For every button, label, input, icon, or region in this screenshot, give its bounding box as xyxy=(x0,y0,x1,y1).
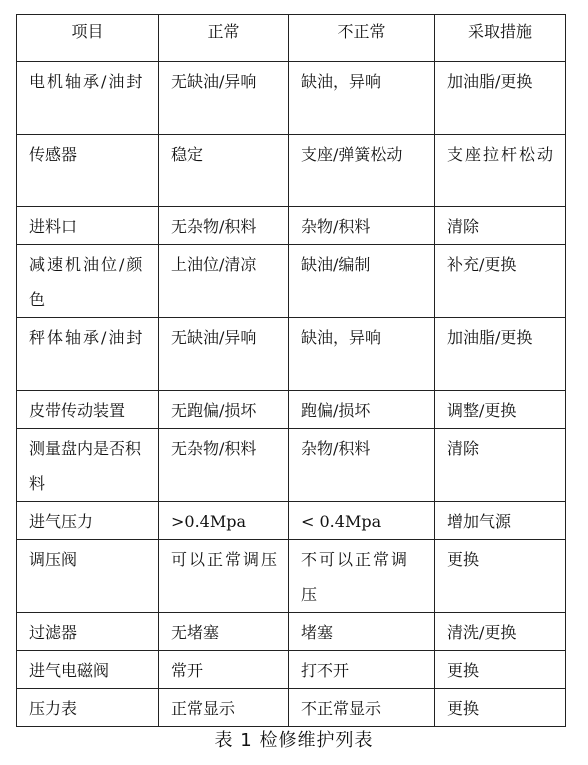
cell-action: 清除 xyxy=(435,429,566,502)
table-caption: 表 1 检修维护列表 xyxy=(214,730,374,751)
cell-action: 更换 xyxy=(435,689,566,727)
cell-abnormal: 不正常显示 xyxy=(289,689,435,727)
cell-item: 传感器 xyxy=(17,135,159,207)
header-item: 项目 xyxy=(17,15,159,62)
cell-normal: 无杂物/积料 xyxy=(159,207,289,245)
maintenance-table xyxy=(16,14,566,727)
cell-normal: 无杂物/积料 xyxy=(159,429,289,502)
header-normal: 正常 xyxy=(159,15,289,62)
cell-normal: 正常显示 xyxy=(159,689,289,727)
cell-item: 压力表 xyxy=(17,689,159,727)
cell-item: 过滤器 xyxy=(17,613,159,651)
cell-normal: >0.4Mpa xyxy=(159,502,289,540)
cell-action: 支座拉杆松动 xyxy=(435,135,566,207)
cell-abnormal: 堵塞 xyxy=(289,613,435,651)
table-row xyxy=(17,318,566,391)
cell-item: 减速机油位/颜色 xyxy=(17,245,159,318)
cell-normal: 无跑偏/损坏 xyxy=(159,391,289,429)
cell-item: 调压阀 xyxy=(17,540,159,613)
cell-abnormal: < 0.4Mpa xyxy=(289,502,435,540)
cell-item: 进料口 xyxy=(17,207,159,245)
cell-action: 清洗/更换 xyxy=(435,613,566,651)
cell-item: 进气电磁阀 xyxy=(17,651,159,689)
table-row xyxy=(17,207,566,245)
table-row xyxy=(17,651,566,689)
cell-normal: 无缺油/异响 xyxy=(159,62,289,135)
cell-normal: 无缺油/异响 xyxy=(159,318,289,391)
header-action: 采取措施 xyxy=(435,15,566,62)
cell-abnormal: 支座/弹簧松动 xyxy=(289,135,435,207)
cell-normal: 可以正常调压 xyxy=(159,540,289,613)
cell-item: 测量盘内是否积料 xyxy=(17,429,159,502)
cell-abnormal: 杂物/积料 xyxy=(289,429,435,502)
table-row xyxy=(17,135,566,207)
cell-abnormal: 缺油/编制 xyxy=(289,245,435,318)
cell-action: 调整/更换 xyxy=(435,391,566,429)
table-row xyxy=(17,62,566,135)
cell-action: 更换 xyxy=(435,651,566,689)
header-abnormal: 不正常 xyxy=(289,15,435,62)
cell-normal: 无堵塞 xyxy=(159,613,289,651)
cell-normal: 常开 xyxy=(159,651,289,689)
cell-action: 补充/更换 xyxy=(435,245,566,318)
table-row xyxy=(17,540,566,613)
cell-normal: 上油位/清凉 xyxy=(159,245,289,318)
table-row xyxy=(17,429,566,502)
table-row xyxy=(17,613,566,651)
cell-item: 进气压力 xyxy=(17,502,159,540)
cell-normal: 稳定 xyxy=(159,135,289,207)
table-row xyxy=(17,391,566,429)
cell-action: 更换 xyxy=(435,540,566,613)
cell-action: 清除 xyxy=(435,207,566,245)
table-row xyxy=(17,502,566,540)
cell-item: 秤体轴承/油封 xyxy=(17,318,159,391)
cell-abnormal: 跑偏/损坏 xyxy=(289,391,435,429)
header-row xyxy=(17,15,566,62)
cell-abnormal: 不可以正常调压 xyxy=(289,540,435,613)
cell-item: 电机轴承/油封 xyxy=(17,62,159,135)
table-row xyxy=(17,689,566,727)
cell-action: 加油脂/更换 xyxy=(435,62,566,135)
table-row xyxy=(17,245,566,318)
cell-abnormal: 打不开 xyxy=(289,651,435,689)
cell-action: 加油脂/更换 xyxy=(435,318,566,391)
cell-item: 皮带传动装置 xyxy=(17,391,159,429)
cell-abnormal: 缺油，异响 xyxy=(289,62,435,135)
cell-action: 增加气源 xyxy=(435,502,566,540)
cell-abnormal: 杂物/积料 xyxy=(289,207,435,245)
cell-abnormal: 缺油，异响 xyxy=(289,318,435,391)
